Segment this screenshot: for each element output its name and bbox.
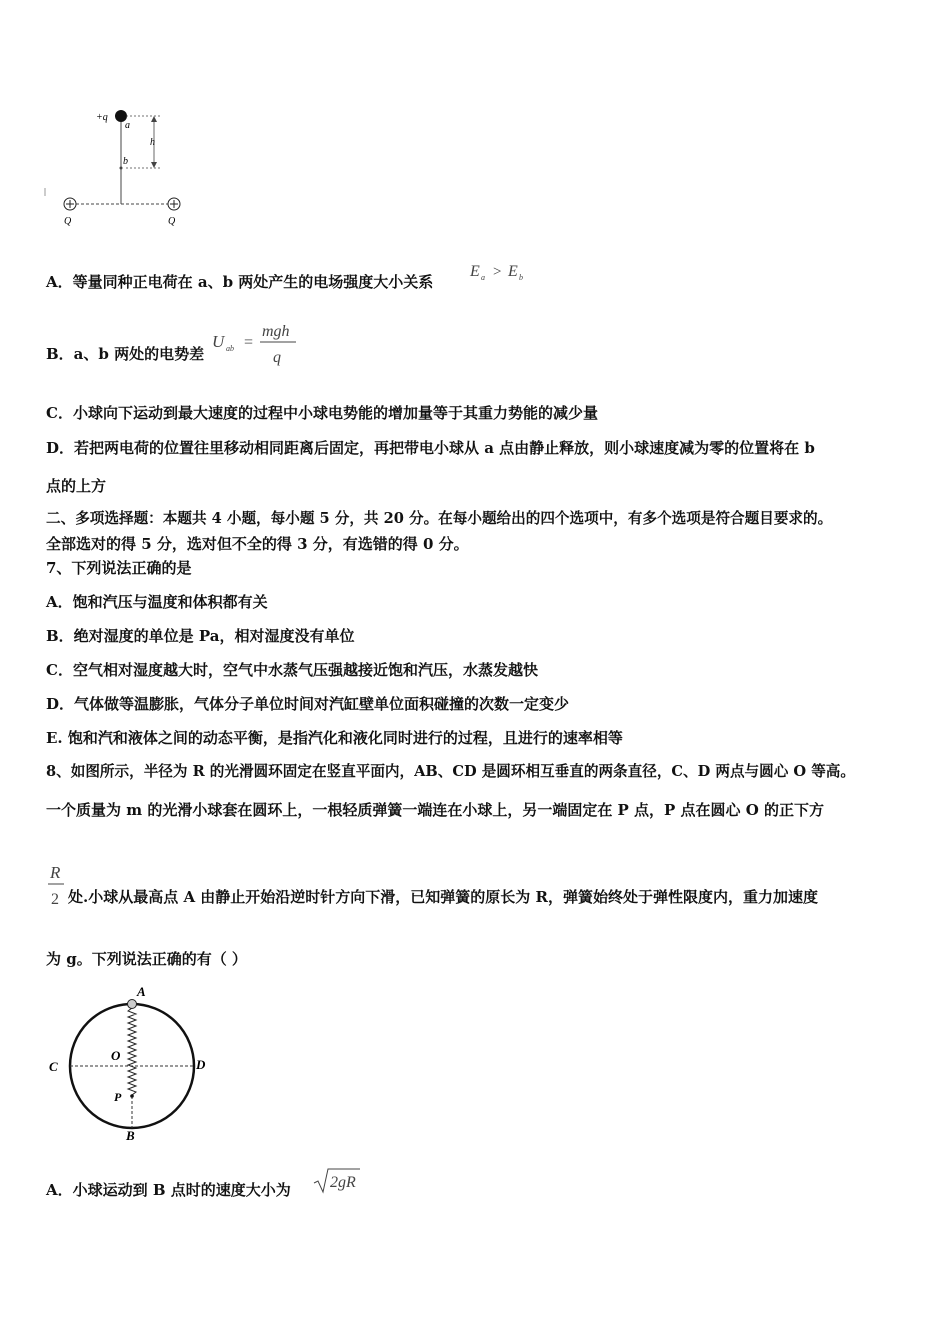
svg-text:mgh: mgh (262, 323, 290, 340)
q7-stem: 7、下列说法正确的是 (46, 559, 192, 577)
svg-text:E: E (470, 263, 480, 280)
q8-line4: 为 g。下列说法正确的有（ ） (46, 950, 247, 968)
right-charge-label: Q (168, 216, 176, 227)
svg-text:ab: ab (226, 344, 234, 353)
label-d: D (196, 1057, 206, 1072)
q6-option-b-text: B．a、b 两处的电势差 (46, 345, 205, 363)
svg-text:2gR: 2gR (330, 1174, 356, 1191)
q6-option-d-line2: 点的上方 (46, 477, 107, 495)
point-b-label: b (123, 156, 128, 167)
q8-fraction (46, 860, 68, 912)
figure-charges (44, 100, 194, 230)
q6-option-c: C．小球向下运动到最大速度的过程中小球电势能的增加量等于其重力势能的减少量 (46, 404, 598, 422)
label-a: A (137, 984, 146, 999)
q6-option-b-formula (212, 320, 302, 370)
svg-text:a: a (481, 273, 485, 282)
q6-option-b (46, 344, 204, 364)
label-c: C (49, 1059, 58, 1074)
svg-text:q: q (273, 349, 281, 366)
spring (128, 1008, 136, 1095)
q7-option-a: A．饱和汽压与温度和体积都有关 (46, 593, 268, 611)
label-o: O (111, 1048, 121, 1063)
q7-option-e: E. 饱和汽和液体之间的动态平衡，是指汽化和液化同时进行的过程，且进行的速率相等 (46, 729, 623, 747)
q7-option-d: D．气体做等温膨胀，气体分子单位时间对汽缸壁单位面积碰撞的次数一定变少 (46, 695, 570, 713)
charge-label: +q (96, 112, 108, 123)
height-label: h (150, 137, 155, 148)
svg-text:>: > (493, 264, 502, 280)
q6-option-a-formula (468, 258, 538, 286)
q7-option-c: C．空气相对湿度越大时，空气中水蒸气压强越接近饱和汽压，水蒸发越快 (46, 661, 538, 679)
svg-text:b: b (519, 273, 523, 282)
svg-text:U: U (212, 332, 225, 351)
q8-line2: 一个质量为 m 的光滑小球套在圆环上，一根轻质弹簧一端连在小球上，另一端固定在 P 点，P 点在圆心 O 的正下方 (46, 801, 825, 819)
q8-option-a-formula (312, 1166, 372, 1196)
svg-text:R: R (50, 863, 61, 882)
svg-text:=: = (244, 334, 254, 351)
section2-line1: 二、多项选择题：本题共 4 小题，每小题 5 分，共 20 分。在每小题给出的四个选项中，有多个选项是符合题目要求的。 (46, 510, 833, 527)
point-p (130, 1094, 134, 1098)
q8-line1: 8、如图所示，半径为 R 的光滑圆环固定在竖直平面内，AB、CD 是圆环相互垂直的两条直径，C、D 两点与圆心 O 等高。 (46, 763, 855, 780)
q6-option-a-text: A．等量同种正电荷在 a、b 两处产生的电场强度大小关系 (46, 273, 434, 291)
svg-text:E: E (508, 263, 518, 280)
q8-option-a (46, 1180, 291, 1200)
q7-option-b: B．绝对湿度的单位是 Pa，相对湿度没有单位 (46, 627, 355, 645)
ball-at-a (128, 1000, 137, 1009)
svg-text:2: 2 (51, 891, 59, 908)
left-charge-label: Q (64, 216, 72, 227)
figure-ring-spring (44, 982, 224, 1142)
section2-line2: 全部选对的得 5 分，选对但不全的得 3 分，有选错的得 0 分。 (46, 535, 469, 553)
label-b: B (126, 1128, 135, 1142)
point-a-label: a (125, 120, 130, 131)
label-p: P (114, 1090, 122, 1104)
q6-option-d-line1: D．若把两电荷的位置往里移动相同距离后固定，再把带电小球从 a 点由静止释放，则小球速度减为零的位置将在 b (46, 439, 815, 457)
q8-line3: 处.小球从最高点 A 由静止开始沿逆时针方向下滑，已知弹簧的原长为 R，弹簧始终处于弹性限度内，重力加速度 (68, 888, 818, 906)
q6-option-a (46, 272, 433, 292)
q8-option-a-text: A．小球运动到 B 点时的速度大小为 (46, 1181, 291, 1199)
